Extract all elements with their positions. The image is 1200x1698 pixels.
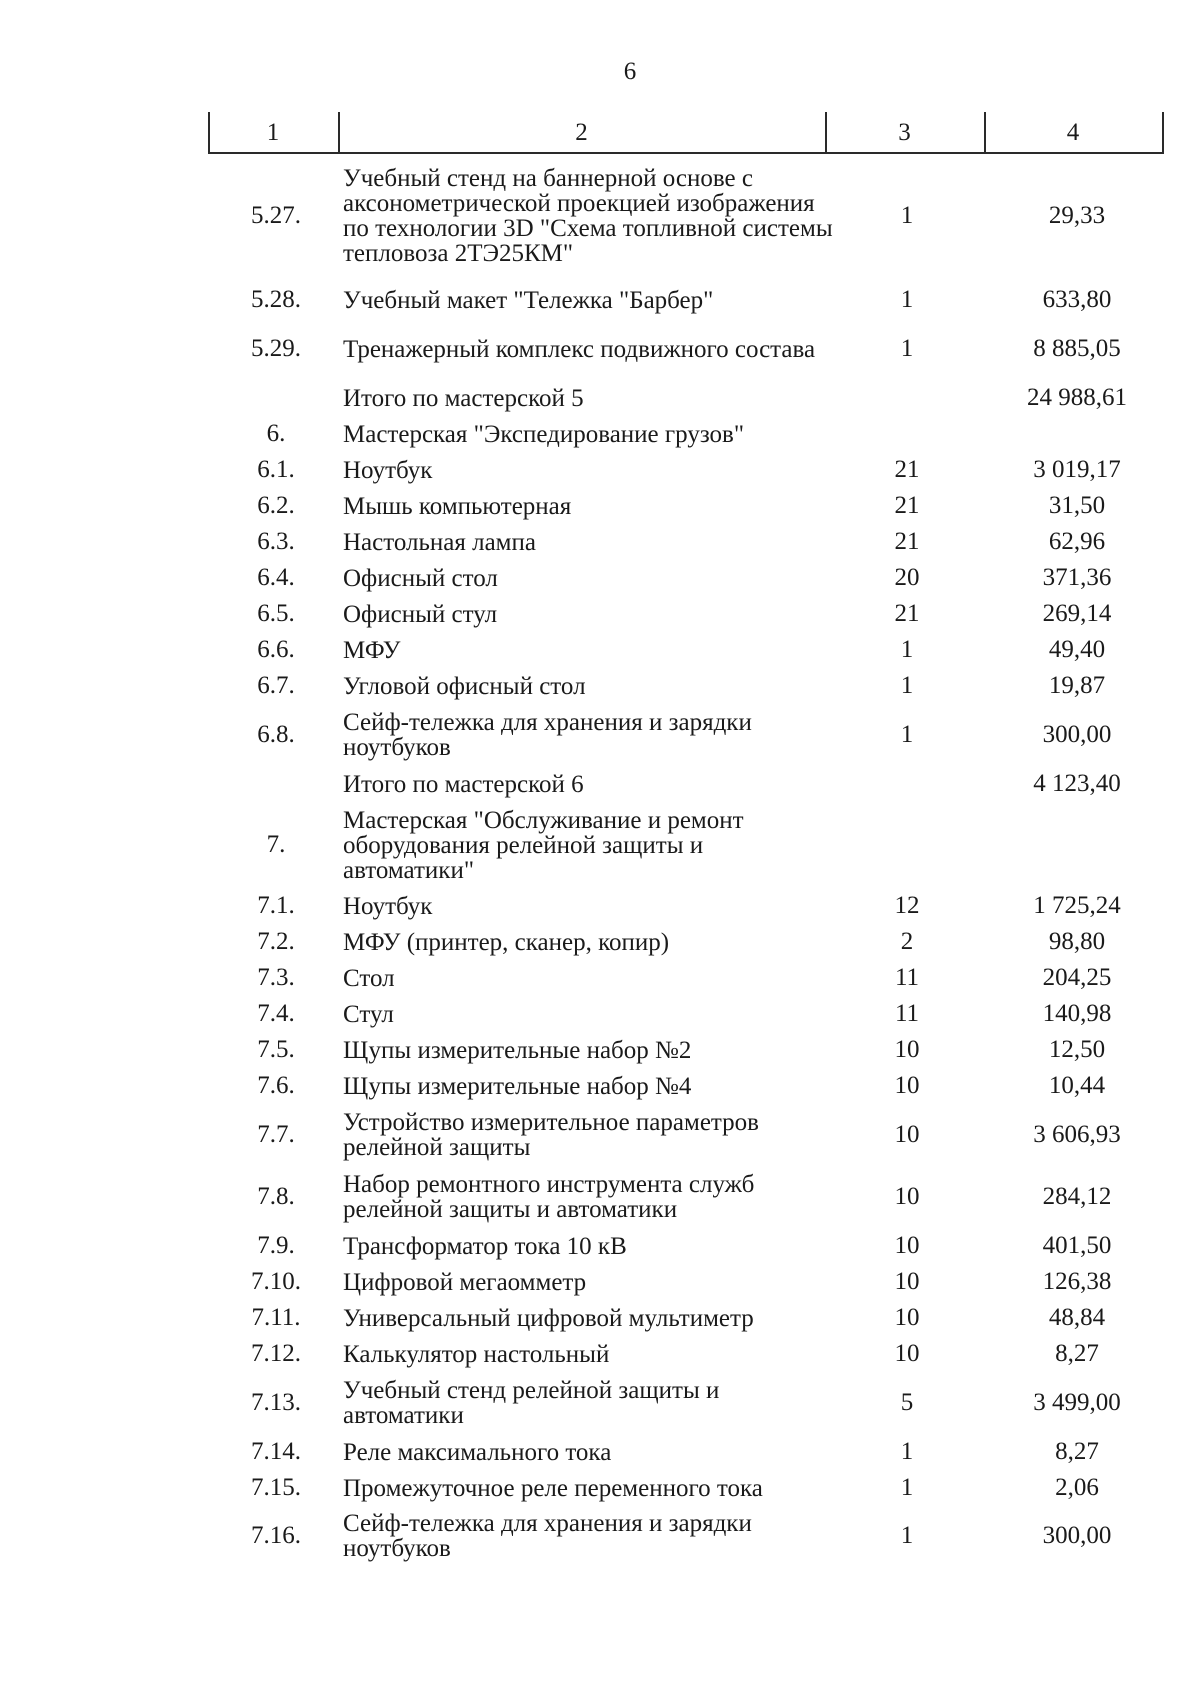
table-row	[0, 802, 1200, 888]
row-number: 6.7.	[257, 672, 295, 699]
amount: 126,38	[1042, 1268, 1112, 1295]
amount: 48,84	[1048, 1304, 1106, 1331]
table-row	[0, 960, 1200, 996]
quantity: 2	[900, 928, 914, 955]
quantity: 10	[894, 1232, 920, 1259]
item-name-cell	[343, 888, 838, 924]
row-number: 6.3.	[257, 528, 295, 555]
table-row	[0, 154, 1200, 278]
quantity: 1	[900, 202, 914, 229]
quantity: 10	[894, 1304, 920, 1331]
table-row	[0, 452, 1200, 488]
item-name-cell	[343, 1032, 838, 1068]
item-name: Стул	[343, 1000, 394, 1028]
item-name: Учебный стенд на баннерной основе с аксонометрической проекцией изображения по технологии 3D "Схема топливной системы тепловоза 2ТЭ25КМ"	[343, 165, 833, 267]
amount: 19,87	[1048, 672, 1106, 699]
row-number: 7.16.	[251, 1522, 301, 1549]
amount: 62,96	[1048, 528, 1106, 555]
row-number: 7.7.	[257, 1121, 295, 1148]
quantity: 10	[894, 1121, 920, 1148]
amount: 401,50	[1042, 1232, 1112, 1259]
item-name-cell	[343, 452, 838, 488]
row-number: 7.10.	[251, 1268, 301, 1295]
item-name: Устройство измерительное параметров релейной защиты	[343, 1109, 759, 1161]
row-number: 7.15.	[251, 1474, 301, 1501]
amount: 371,36	[1042, 564, 1112, 591]
amount: 10,44	[1048, 1072, 1106, 1099]
row-number: 7.9.	[257, 1232, 295, 1259]
item-name-cell	[343, 1264, 838, 1300]
item-name: Настольная лампа	[343, 528, 536, 556]
table-row	[0, 380, 1200, 416]
quantity: 5	[900, 1389, 914, 1416]
quantity: 10	[894, 1036, 920, 1063]
row-number: 7.8.	[257, 1183, 295, 1210]
row-number: 6.6.	[257, 636, 295, 663]
item-name: МФУ	[343, 636, 401, 664]
amount	[1002, 416, 1152, 452]
row-number: 7.11.	[251, 1304, 301, 1331]
table-row	[0, 282, 1200, 318]
row-number	[220, 380, 332, 416]
quantity	[862, 416, 952, 452]
header-col-3: 3	[898, 119, 911, 146]
table-row	[0, 888, 1200, 924]
quantity: 10	[894, 1183, 920, 1210]
table-row	[0, 766, 1200, 802]
item-name-cell	[343, 668, 838, 704]
item-name-cell	[343, 766, 838, 802]
item-name: Итого по мастерской 6	[343, 770, 584, 798]
amount: 8,27	[1055, 1438, 1099, 1465]
item-name: Итого по мастерской 5	[343, 384, 584, 412]
quantity: 1	[900, 1438, 914, 1465]
quantity: 1	[900, 286, 914, 313]
amount: 1 725,24	[1033, 892, 1121, 919]
item-name-cell	[343, 380, 838, 416]
amount: 633,80	[1042, 286, 1112, 313]
amount: 204,25	[1042, 964, 1112, 991]
item-name-cell	[343, 632, 838, 668]
row-number: 5.28.	[251, 286, 301, 313]
item-name: Офисный стул	[343, 600, 498, 628]
table-row	[0, 1068, 1200, 1104]
header-col-2: 2	[575, 119, 588, 146]
amount: 300,00	[1042, 1522, 1112, 1549]
item-name-cell	[343, 1068, 838, 1104]
table-row	[0, 1434, 1200, 1470]
row-number: 7.3.	[257, 964, 295, 991]
item-name: Ноутбук	[343, 456, 433, 484]
row-number: 7.5.	[257, 1036, 295, 1063]
table-row	[0, 1336, 1200, 1372]
row-number: 7.13.	[251, 1389, 301, 1416]
item-name: Щупы измерительные набор №2	[343, 1036, 692, 1064]
table-row	[0, 704, 1200, 766]
item-name: Щупы измерительные набор №4	[343, 1072, 692, 1100]
item-name: Сейф-тележка для хранения и зарядки ноутбуков	[343, 709, 752, 761]
table-row	[0, 560, 1200, 596]
item-name: Угловой офисный стол	[343, 672, 586, 700]
item-name-cell	[343, 524, 838, 560]
quantity	[862, 766, 952, 802]
item-name-cell	[343, 488, 838, 524]
row-number: 7.14.	[251, 1438, 301, 1465]
amount: 8 885,05	[1033, 335, 1121, 362]
quantity: 1	[900, 636, 914, 663]
table-row	[0, 996, 1200, 1032]
row-number: 6.1.	[257, 456, 295, 483]
item-name: Учебный макет "Тележка "Барбер"	[343, 286, 714, 314]
table-row	[0, 1506, 1200, 1566]
table-row	[0, 488, 1200, 524]
page-number: 6	[623, 58, 637, 85]
row-number: 7.	[266, 831, 286, 858]
quantity	[862, 380, 952, 416]
item-name-cell	[343, 960, 838, 996]
table-border-right	[1162, 112, 1164, 154]
table-row	[0, 318, 1200, 380]
item-name-cell	[343, 924, 838, 960]
item-name: Стол	[343, 964, 395, 992]
item-name: Сейф-тележка для хранения и зарядки ноутбуков	[343, 1510, 752, 1562]
item-name-cell	[343, 704, 838, 766]
row-number: 6.4.	[257, 564, 295, 591]
header-col-4: 4	[1066, 119, 1080, 146]
row-number: 7.12.	[251, 1340, 301, 1367]
item-name-cell	[343, 1506, 838, 1566]
amount: 2,06	[1055, 1474, 1099, 1501]
item-name-cell	[343, 1434, 838, 1470]
item-name: Промежуточное реле переменного тока	[343, 1474, 763, 1502]
quantity: 10	[894, 1268, 920, 1295]
quantity: 21	[894, 492, 920, 519]
item-name-cell	[343, 282, 838, 318]
quantity: 1	[900, 335, 914, 362]
quantity: 21	[894, 456, 920, 483]
row-number: 5.27.	[251, 202, 301, 229]
item-name-cell	[343, 154, 838, 278]
item-name-cell	[343, 996, 838, 1032]
row-number: 6.2.	[257, 492, 295, 519]
item-name: Учебный стенд релейной защиты и автоматики	[343, 1377, 720, 1429]
quantity: 1	[900, 672, 914, 699]
amount: 3 019,17	[1033, 456, 1121, 483]
amount: 269,14	[1042, 600, 1112, 627]
table-row	[0, 1228, 1200, 1264]
item-name-cell	[343, 1470, 838, 1506]
table-row	[0, 1166, 1200, 1228]
quantity: 10	[894, 1340, 920, 1367]
item-name: Цифровой мегаомметр	[343, 1268, 587, 1296]
amount: 8,27	[1055, 1340, 1099, 1367]
amount: 24 988,61	[1027, 384, 1127, 411]
amount: 49,40	[1048, 636, 1106, 663]
table-row	[0, 1104, 1200, 1166]
item-name: МФУ (принтер, сканер, копир)	[343, 928, 670, 956]
table-row	[0, 1032, 1200, 1068]
quantity: 21	[894, 528, 920, 555]
quantity: 10	[894, 1072, 920, 1099]
item-name-cell	[343, 318, 838, 380]
item-name-cell	[343, 1372, 838, 1434]
item-name-cell	[343, 1336, 838, 1372]
amount: 300,00	[1042, 721, 1112, 748]
quantity: 21	[894, 600, 920, 627]
amount: 98,80	[1048, 928, 1106, 955]
item-name-cell	[343, 560, 838, 596]
amount: 3 499,00	[1033, 1389, 1121, 1416]
item-name-cell	[343, 596, 838, 632]
header-col-1: 1	[266, 119, 280, 146]
quantity: 12	[894, 892, 920, 919]
row-number: 7.6.	[257, 1072, 295, 1099]
quantity: 1	[900, 721, 914, 748]
table-row	[0, 632, 1200, 668]
table-row	[0, 668, 1200, 704]
amount: 284,12	[1042, 1183, 1112, 1210]
item-name: Набор ремонтного инструмента служб релейной защиты и автоматики	[343, 1171, 755, 1223]
row-number: 5.29.	[251, 335, 301, 362]
amount: 12,50	[1048, 1036, 1106, 1063]
amount: 29,33	[1048, 202, 1106, 229]
item-name: Мастерская "Экспедирование грузов"	[343, 420, 745, 448]
item-name-cell	[343, 1228, 838, 1264]
item-name-cell	[343, 1300, 838, 1336]
quantity: 11	[894, 1000, 920, 1027]
row-number: 7.4.	[257, 1000, 295, 1027]
amount: 31,50	[1048, 492, 1106, 519]
amount	[1002, 802, 1152, 888]
row-number: 6.	[266, 420, 286, 447]
item-name-cell	[343, 1104, 838, 1166]
table-row	[0, 596, 1200, 632]
row-number: 7.1.	[257, 892, 295, 919]
row-number: 6.5.	[257, 600, 295, 627]
item-name: Офисный стол	[343, 564, 498, 592]
table-row	[0, 416, 1200, 452]
row-number: 7.2.	[257, 928, 295, 955]
item-name: Реле максимального тока	[343, 1438, 612, 1466]
quantity: 1	[900, 1474, 914, 1501]
row-number: 6.8.	[257, 721, 295, 748]
table-row	[0, 1264, 1200, 1300]
quantity: 11	[894, 964, 920, 991]
amount: 140,98	[1042, 1000, 1112, 1027]
item-name-cell	[343, 416, 838, 452]
table-row	[0, 1372, 1200, 1434]
item-name-cell	[343, 802, 838, 888]
quantity: 20	[894, 564, 920, 591]
table-row	[0, 1300, 1200, 1336]
item-name: Мышь компьютерная	[343, 492, 572, 520]
item-name: Ноутбук	[343, 892, 433, 920]
item-name: Универсальный цифровой мультиметр	[343, 1304, 754, 1332]
item-name: Калькулятор настольный	[343, 1340, 610, 1368]
row-number	[220, 766, 332, 802]
item-name: Тренажерный комплекс подвижного состава	[343, 335, 816, 363]
table-row	[0, 924, 1200, 960]
quantity: 1	[900, 1522, 914, 1549]
table-row	[0, 524, 1200, 560]
amount: 4 123,40	[1033, 770, 1121, 797]
item-name: Трансформатор тока 10 кВ	[343, 1232, 627, 1260]
item-name: Мастерская "Обслуживание и ремонт оборудования релейной защиты и автоматики"	[343, 806, 744, 884]
item-name-cell	[343, 1166, 838, 1228]
quantity	[862, 802, 952, 888]
table-row	[0, 1470, 1200, 1506]
amount: 3 606,93	[1033, 1121, 1121, 1148]
